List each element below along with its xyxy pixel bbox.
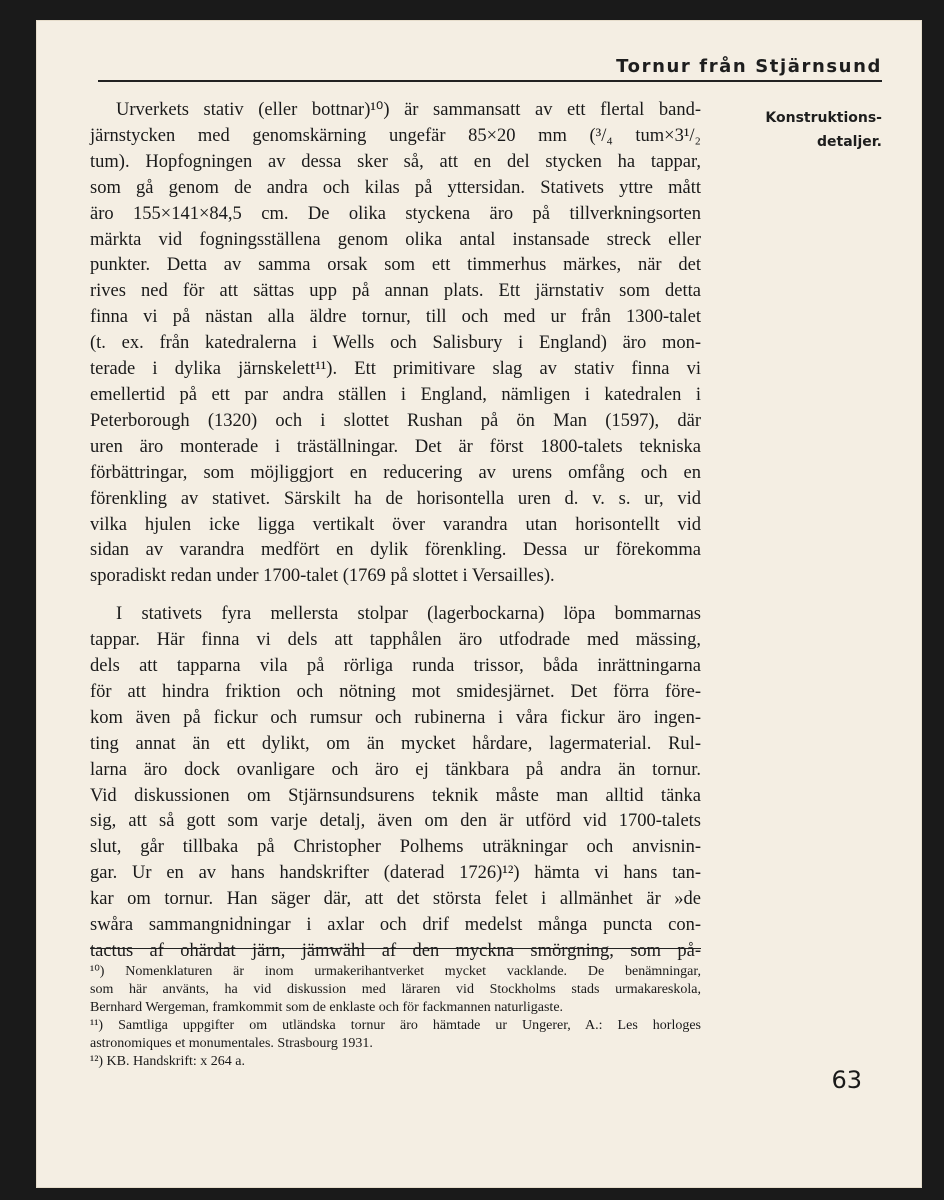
text-line: Vid diskussionen om Stjärnsundsurens teknik måste man alltid tänka <box>90 785 701 806</box>
text-line: (t. ex. från katedralerna i Wells och Salisbury i England) äro mon- <box>90 333 701 354</box>
text-line: kom även på fickur och rumsur och rubinerna i våra fickur äro ingen- <box>90 707 701 728</box>
text-line: äro 155×141×84,5 cm. De olika styckena äro på tillverkningsorten <box>90 203 701 224</box>
footnote-line: ¹¹) Samtliga uppgifter om utländska tornur äro hämtade ur Ungerer, A.: Les horloges <box>90 1018 701 1033</box>
paragraph-gap <box>90 590 701 602</box>
paragraph-1 <box>90 98 701 590</box>
text-line: I stativets fyra mellersta stolpar (lagerbockarna) löpa bommarnas <box>116 604 701 625</box>
text-line: uren äro monterade i träställningar. Det är först 1800-talets tekniska <box>90 436 701 457</box>
text-line: gar. Ur en av hans handskrifter (daterad 1726)¹²) hämta vi hans tan- <box>90 863 701 884</box>
paragraph-2 <box>90 602 701 965</box>
text-line: vilka hjulen icke ligga vertikalt över varandra utan horisontellt vid <box>90 514 701 535</box>
header-rule <box>98 80 882 82</box>
text-line: finna vi på nästan alla äldre tornur, till och med ur från 1300-talet <box>90 307 701 328</box>
body-text <box>90 98 701 965</box>
text-line: punkter. Detta av samma orsak som ett timmerhus märkes, när det <box>90 255 701 276</box>
text-line: tactus af ohärdat järn, jämwähl af den myckna smörgning, som på- <box>90 941 701 961</box>
margin-note-line: Konstruktions- <box>765 110 882 126</box>
text-line: swåra sammangnidningar i axlar och drif medelst många puncta con- <box>90 915 701 936</box>
text-line: märkta vid fogningsställena genom olika antal instansade streck eller <box>90 229 701 250</box>
text-line: järnstycken med genomskärning ungefär 85×20 mm (³/₄ tum×3¹/₂ <box>90 125 701 146</box>
text-line: tappar. Här finna vi dels att tapphålen äro utfodrade med mässing, <box>90 630 701 651</box>
text-line: tum). Hopfogningen av dessa sker så, att en del stycken ha tappar, <box>90 151 701 172</box>
footnote-line: som här använts, ha vid diskussion med läraren vid Stockholms stads urmakareskola, <box>90 982 701 997</box>
text-line: Peterborough (1320) och i slottet Rushan på ön Man (1597), där <box>90 410 701 431</box>
text-line: sporadiskt redan under 1700-talet (1769 på slottet i Versailles). <box>90 566 555 587</box>
footnote-line: ¹²) KB. Handskrift: x 264 a. <box>90 1054 245 1069</box>
footnote-12 <box>90 1053 701 1071</box>
text-line: kar om tornur. Han säger där, att det största felet i allmänhet är »de <box>90 889 701 910</box>
text-line: terade i dylika järnskelett¹¹). Ett primitivare slag av stativ finna vi <box>90 359 701 380</box>
text-line: förbättringar, som möjliggjort en reducering av urens omfång och en <box>90 462 701 483</box>
footnotes <box>90 948 701 1071</box>
margin-note <box>722 106 882 154</box>
footnote-line: ¹⁰) Nomenklaturen är inom urmakerihantverket mycket vacklande. De benämningar, <box>90 964 701 979</box>
text-line: som gå genom de andra och kilas på yttersidan. Stativets yttre mått <box>90 177 701 198</box>
footnote-line: Bernhard Wergeman, framkommit som de enklaste och för fackmannen naturligaste. <box>90 1000 564 1015</box>
text-line: sidan av varandra medfört en dylik förenkling. Dessa ur förekomma <box>90 540 701 561</box>
text-line: emellertid på ett par andra ställen i England, nämligen i katedralen i <box>90 384 701 405</box>
text-line: ting annat än ett dylikt, om än mycket hårdare, lagermaterial. Rul- <box>90 733 701 754</box>
text-line: dels att tapparna vila på rörliga runda trissor, båda inrättningarna <box>90 656 701 677</box>
text-line: rives ned för att sättas upp på annan plats. Ett järnstativ som detta <box>90 281 701 302</box>
margin-note-line: detaljer. <box>817 134 882 150</box>
footnote-11 <box>90 1017 701 1053</box>
text-line: slut, går tillbaka på Christopher Polhems uträkningar och anvisnin- <box>90 837 701 858</box>
book-page <box>36 20 922 1188</box>
text-line: larna äro dock ovanligare och äro ej tänkbara på andra än tornur. <box>90 759 701 780</box>
text-line: sig, att så gott som varje detalj, även om den är utförd vid 1700-talets <box>90 811 701 832</box>
text-line: förenkling av stativet. Särskilt ha de horisontella uren d. v. s. ur, vid <box>90 488 701 509</box>
page-number: 63 <box>831 1066 862 1094</box>
running-head: Tornur från Stjärnsund <box>616 56 882 77</box>
footnote-10 <box>90 963 701 1017</box>
footnote-line: astronomiques et monumentales. Strasbourg 1931. <box>90 1036 373 1051</box>
text-line: Urverkets stativ (eller bottnar)¹⁰) är sammansatt av ett flertal band- <box>116 100 701 120</box>
text-line: för att hindra friktion och nötning mot smidesjärnet. Det förra före- <box>90 681 701 702</box>
